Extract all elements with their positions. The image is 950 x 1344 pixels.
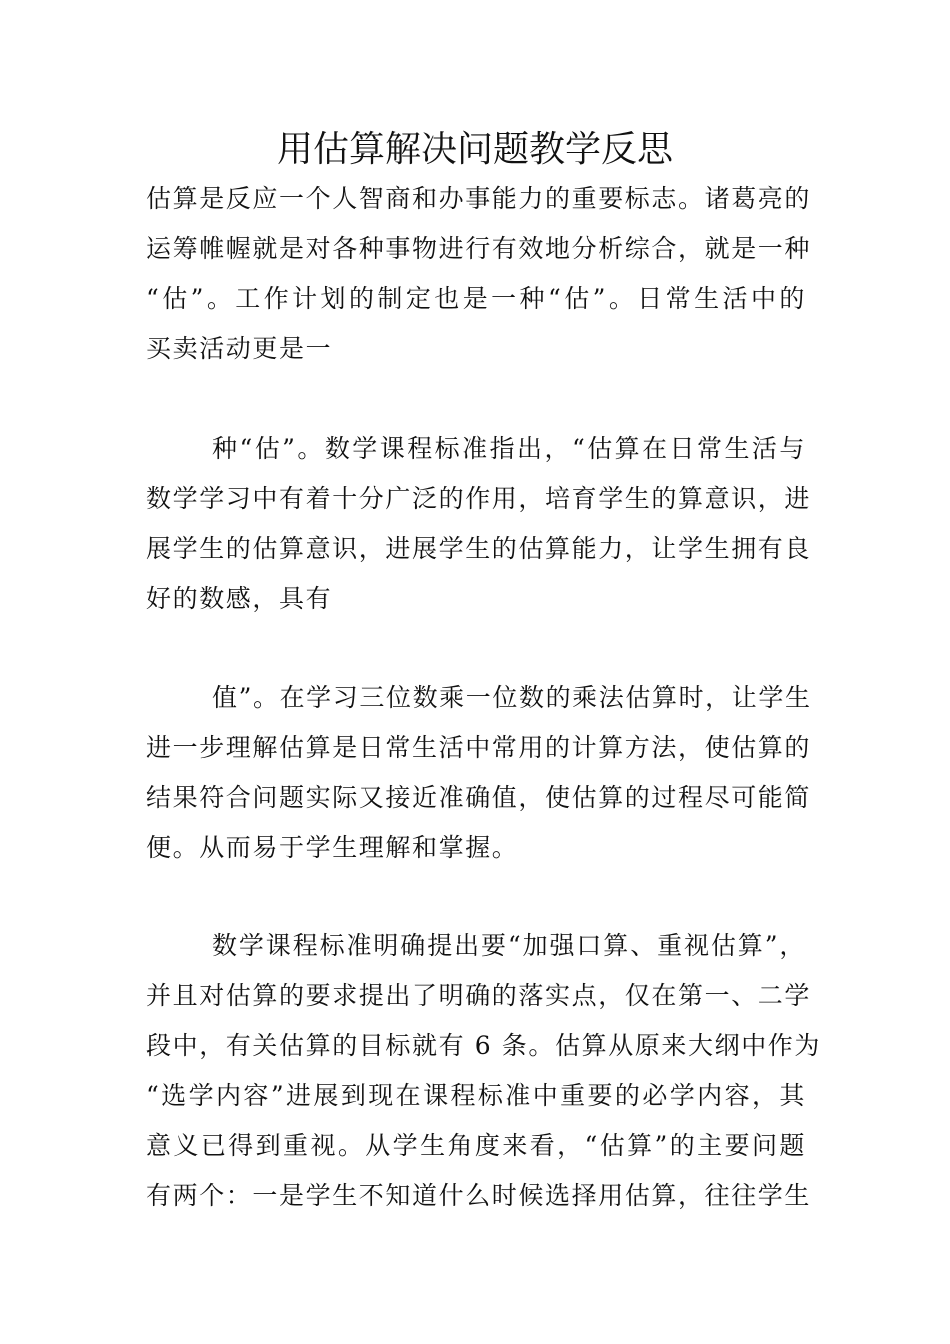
paragraph-line: “估”。工作计划的制定也是一种“估”。日常生活中的	[146, 284, 806, 313]
paragraph-line: 运筹帷幄就是对各种事物进行有效地分析综合，就是一种	[146, 234, 812, 263]
paragraph-line: 并且对估算的要求提出了明确的落实点，仅在第一、二学	[146, 981, 812, 1010]
document-title: 用估算解决问题教学反思	[276, 129, 673, 170]
paragraph-line: 值”。在学习三位数乘一位数的乘法估算时，让学生	[212, 683, 812, 712]
paragraph-line: 意义已得到重视。从学生角度来看，“估算”的主要问题	[146, 1131, 806, 1160]
paragraph-line: 好的数感，具有	[146, 584, 333, 613]
paragraph-1	[146, 174, 812, 374]
paragraph-4	[146, 921, 822, 1221]
paragraph-line: 数学课程标准明确提出要“加强口算、重视估算”，	[212, 931, 806, 960]
paragraph-line: 结果符合问题实际又接近准确值，使估算的过程尽可能简	[146, 783, 812, 812]
paragraph-line: 进一步理解估算是日常生活中常用的计算方法，使估算的	[146, 733, 812, 762]
paragraph-3	[146, 673, 812, 873]
paragraph-2	[146, 424, 812, 624]
paragraph-line: 估算是反应一个人智商和办事能力的重要标志。诸葛亮的	[146, 184, 812, 213]
paragraph-line: 展学生的估算意识，进展学生的估算能力，让学生拥有良	[146, 534, 812, 563]
paragraph-line: 有两个：一是学生不知道什么时候选择用估算，往往学生	[146, 1181, 812, 1210]
paragraph-line: 便。从而易于学生理解和掌握。	[146, 833, 519, 862]
paragraph-line: “选学内容”进展到现在课程标准中重要的必学内容，其	[146, 1081, 806, 1110]
paragraph-line: 段中，有关估算的目标就有 6 条。估算从原来大纲中作为	[146, 1031, 822, 1060]
paragraph-line: 数学学习中有着十分广泛的作用，培育学生的算意识，进	[146, 484, 812, 513]
paragraph-line: 买卖活动更是一	[146, 334, 333, 363]
paragraph-line: 种“估”。数学课程标准指出，“估算在日常生活与	[212, 434, 806, 463]
